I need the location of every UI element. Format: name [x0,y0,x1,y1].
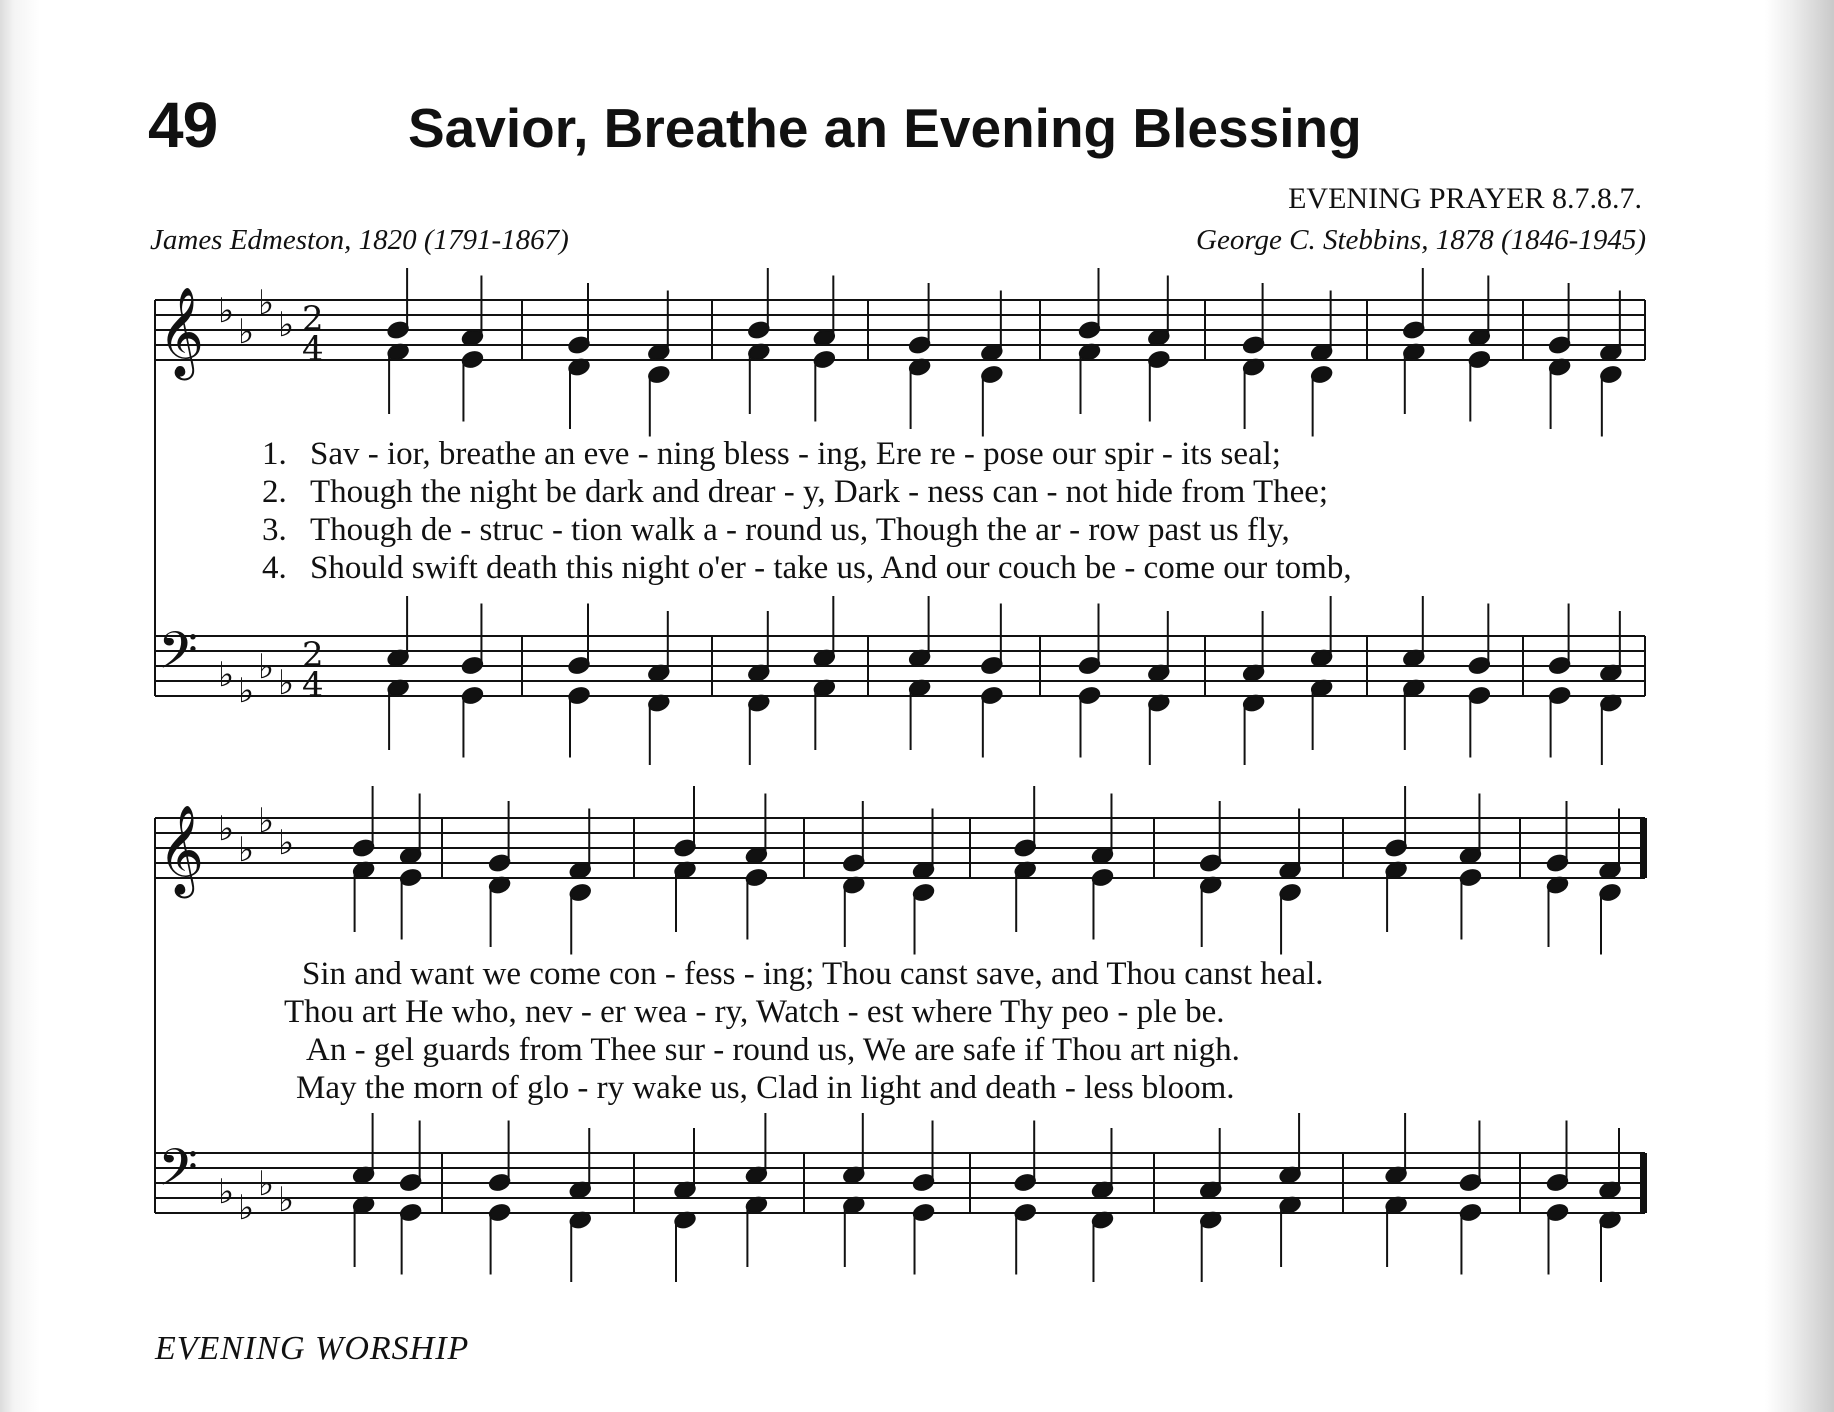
key-flat: ♭ [238,312,255,352]
key-flat: ♭ [218,291,235,331]
hymn-number: 49 [148,89,218,161]
key-flat: ♭ [258,801,275,841]
verse-1-number: 1. [262,436,287,472]
key-flat: ♭ [258,647,275,687]
verse-4-line-2: May the morn of glo - ry wake us, Clad in light and death - less bloom. [296,1070,1235,1106]
key-flat: ♭ [278,663,295,703]
verse-4-number: 4. [262,550,287,586]
treble-staff [155,818,1645,878]
verse-3-number: 3. [262,512,287,548]
final-barline [1640,1153,1647,1213]
final-barline [1640,818,1647,878]
time-signature-bottom: 4 [302,329,324,369]
time-signature-bottom: 4 [302,665,324,705]
verse-2-line-2: Thou art He who, nev - er wea - ry, Watch - est where Thy peo - ple be. [284,994,1225,1030]
verse-3-line-2: An - gel guards from Thee sur - round us, We are safe if Thou art nigh. [306,1032,1240,1068]
treble-clef: 𝄞 [158,287,205,377]
verse-4-line-1: Should swift death this night o'er - take us, And our couch be - come our tomb, [310,550,1352,586]
time-signature-top: 2 [302,299,324,339]
key-flat: ♭ [278,305,295,345]
treble-clef: 𝄞 [158,805,205,895]
key-flat: ♭ [238,830,255,870]
bass-clef: 𝄢 [158,1137,198,1210]
music-composer: George C. Stebbins, 1878 (1846-1945) [1196,224,1646,256]
time-signature-top: 2 [302,635,324,675]
key-flat: ♭ [218,1172,235,1212]
key-flat: ♭ [238,671,255,711]
key-flat: ♭ [278,1180,295,1220]
text-author: James Edmeston, 1820 (1791-1867) [150,224,569,256]
key-flat: ♭ [218,655,235,695]
bass-clef: 𝄢 [158,620,198,693]
verse-2-number: 2. [262,474,287,510]
verse-1-line-2: Sin and want we come con - fess - ing; Thou canst save, and Thou canst heal. [302,956,1324,992]
hymn-category: EVENING WORSHIP [155,1330,470,1367]
key-flat: ♭ [278,823,295,863]
key-flat: ♭ [258,283,275,323]
key-flat: ♭ [238,1188,255,1228]
verse-2-line-1: Though the night be dark and drear - y, Dark - ness can - not hide from Thee; [310,474,1329,510]
key-flat: ♭ [218,809,235,849]
verse-1-line-1: Sav - ior, breathe an eve - ning bless - ing, Ere re - pose our spir - its seal; [310,436,1281,472]
hymn-title: Savior, Breathe an Evening Blessing [408,97,1362,159]
bass-staff [155,1153,1645,1213]
tune-name-meter: EVENING PRAYER 8.7.8.7. [1288,182,1642,215]
verse-3-line-1: Though de - struc - tion walk a - round us, Though the ar - row past us fly, [310,512,1290,548]
key-flat: ♭ [258,1164,275,1204]
